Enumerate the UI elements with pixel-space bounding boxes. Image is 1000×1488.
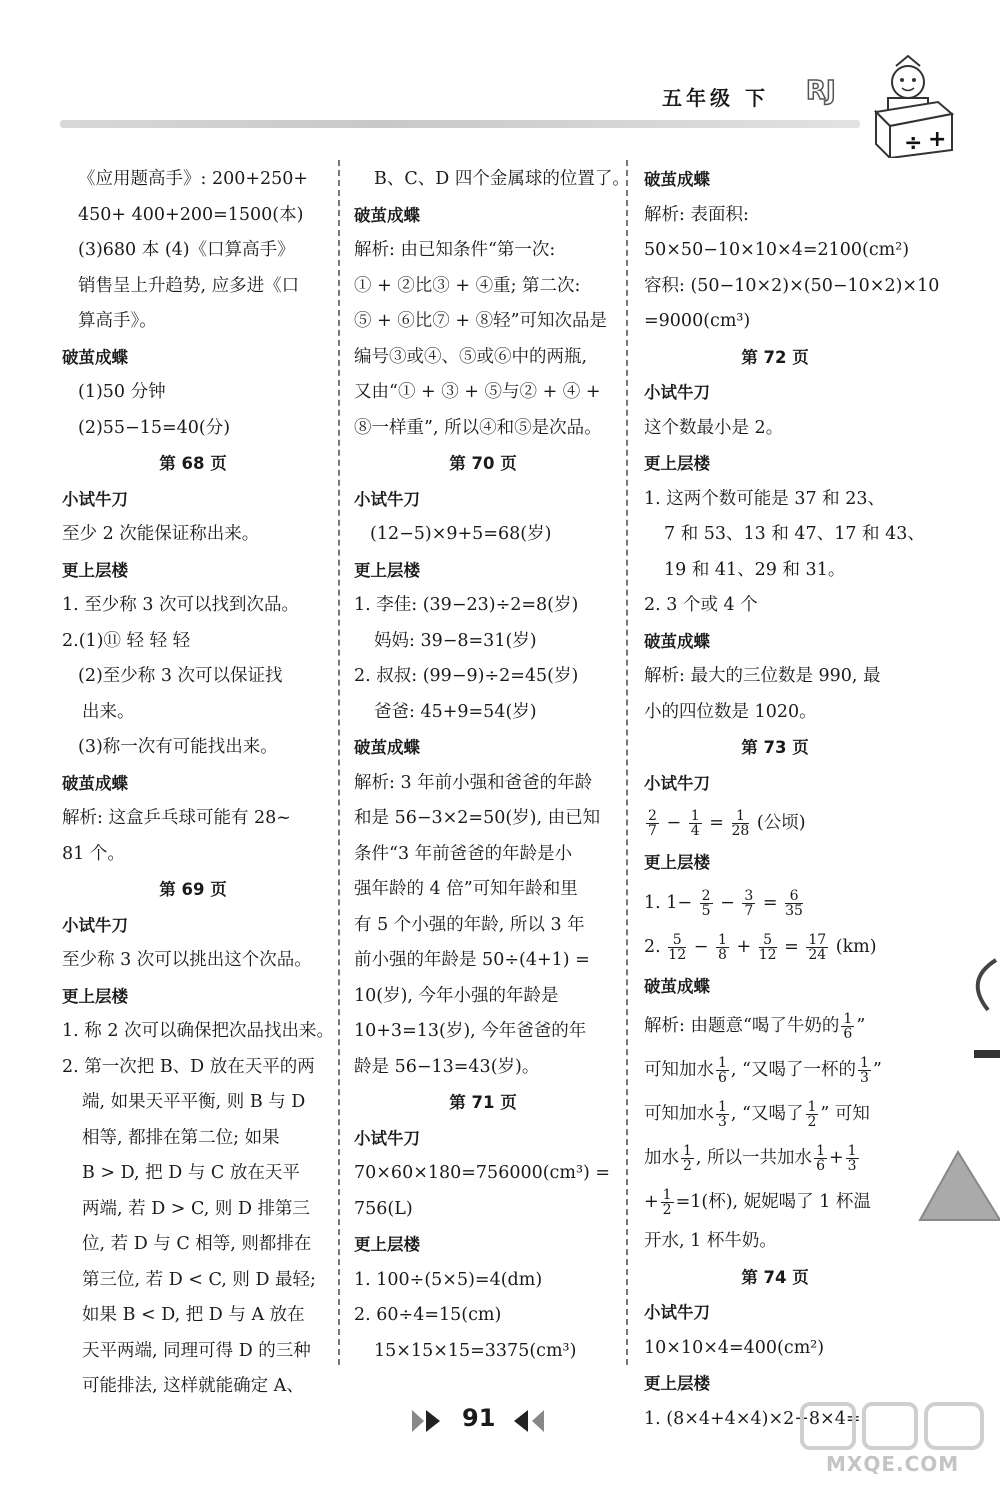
text-line: 又由“① + ③ + ⑤与② + ④ + — [354, 382, 601, 402]
text-line: B、C、D 四个金属球的位置了。 — [374, 169, 630, 189]
section-heading: 更上层楼 — [62, 986, 128, 1006]
column-divider — [626, 160, 628, 1365]
section-heading: 更上层楼 — [644, 853, 710, 872]
triangle-decoration — [916, 1148, 1000, 1224]
text-line: (2)55−15=40(分) — [78, 417, 231, 438]
section-heading: 更上层楼 — [354, 560, 420, 580]
text-line: 2. 叔叔: (99−9)÷2=45(岁) — [354, 666, 579, 686]
fraction-equation: 1. 1− $\frac{2}{5}$ − $\frac{3}{7}$ = $\frac{6}{35}$ — [644, 887, 803, 919]
text-line: 解析: 由已知条件“第一次: — [354, 240, 556, 260]
section-heading: 小试牛刀 — [62, 489, 128, 509]
text-line: (3)称一次有可能找出来。 — [78, 737, 278, 757]
text-line: 10(岁), 今年小强的年龄是 — [354, 985, 559, 1006]
fraction: $\frac{1}{8}$ — [717, 931, 727, 963]
text-line: 1. 李佳: (39−23)÷2=8(岁) — [354, 595, 579, 615]
fraction: $\frac{1}{3}$ — [860, 1055, 869, 1086]
text-line: 两端, 若 D > C, 则 D 排第三 — [82, 1198, 311, 1219]
text-line: 第三位, 若 D < C, 则 D 最轻; — [82, 1269, 316, 1290]
page-heading: 第 73 页 — [741, 738, 809, 757]
fraction-equation: $\frac{2}{7}$ − $\frac{1}{4}$ = $\frac{1}{28}$ (公顷) — [648, 808, 806, 839]
page-heading: 第 72 页 — [741, 347, 809, 367]
text-line: 可知加水 $\frac{1}{3}$ , “又喝了 $\frac{1}{2}$ ” 可知 — [644, 1099, 870, 1130]
text-line: 2. 第一次把 B、D 放在天平的两 — [62, 1056, 315, 1077]
text-line: ⑧一样重”, 所以④和⑤是次品。 — [354, 417, 602, 438]
fraction: $\frac{1}{6}$ — [843, 1011, 853, 1042]
text-line: 开水, 1 杯牛奶。 — [644, 1231, 777, 1251]
text-line: 2.(1)⑪ 轻 轻 轻 — [62, 630, 191, 651]
svg-text:÷: ÷ — [904, 131, 923, 156]
answer-column-1 — [62, 162, 335, 1405]
text-line: 7 和 53、13 和 47、17 和 43、 — [664, 524, 925, 544]
text-line: 解析: 3 年前小强和爸爸的年龄 — [354, 772, 593, 793]
fraction: $\frac{1}{2}$ — [662, 1187, 672, 1218]
text-line: 可能排法, 这样就能确定 A、 — [82, 1376, 304, 1396]
column-divider — [338, 160, 340, 1365]
text-line: 解析: 由题意“喝了牛奶的 $\frac{1}{6}$ ” — [644, 1011, 866, 1042]
section-heading: 破茧成蝶 — [644, 631, 710, 651]
text-line: 1. 这两个数可能是 37 和 23、 — [644, 488, 885, 509]
text-line: 出来。 — [82, 701, 135, 722]
section-heading: 破茧成蝶 — [354, 205, 420, 225]
page-heading: 第 70 页 — [449, 454, 517, 473]
header-divider — [60, 120, 860, 128]
section-heading: 小试牛刀 — [644, 773, 710, 793]
fraction: $\frac{5}{12}$ — [758, 931, 777, 963]
fraction: $\frac{1}{3}$ — [718, 1099, 727, 1130]
text-line: 10×10×4=400(cm²) — [644, 1337, 825, 1358]
fraction: $\frac{1}{2}$ — [683, 1143, 692, 1174]
text-line: 相等, 都排在第二位; 如果 — [82, 1127, 280, 1148]
text-line: (2)至少称 3 次可以保证找 — [78, 666, 283, 686]
section-heading: 破茧成蝶 — [62, 773, 128, 793]
text-line: + $\frac{1}{2}$ =1(杯), 妮妮喝了 1 杯温 — [644, 1187, 871, 1218]
text-line: 70×60×180=756000(cm³) = — [354, 1163, 611, 1183]
section-heading: 更上层楼 — [644, 454, 710, 473]
text-line: 有 5 个小强的年龄, 所以 3 年 — [354, 914, 585, 935]
text-line: 2. 60÷4=15(cm) — [354, 1305, 502, 1325]
fraction: $\frac{6}{35}$ — [785, 887, 803, 919]
text-line: 50×50−10×10×4=2100(cm²) — [644, 240, 910, 260]
section-heading: 更上层楼 — [354, 1235, 420, 1254]
fraction: $\frac{1}{6}$ — [816, 1143, 825, 1174]
series-mark: RJ — [806, 76, 836, 106]
section-heading: 小试牛刀 — [354, 1128, 420, 1148]
page-arrow-left-icon — [532, 1410, 544, 1432]
page-arrow-right-icon — [412, 1410, 424, 1432]
text-line: 容积: (50−10×2)×(50−10×2)×10 — [644, 275, 940, 296]
text-line: 强年龄的 4 倍”可知年龄和里 — [354, 879, 578, 899]
section-heading: 破茧成蝶 — [644, 170, 710, 189]
fraction: $\frac{1}{2}$ — [807, 1099, 817, 1130]
text-line: (1)50 分钟 — [78, 382, 166, 402]
fraction: $\frac{3}{7}$ — [744, 887, 754, 919]
text-line: 位, 若 D 与 C 相等, 则都排在 — [82, 1234, 312, 1254]
text-line: B > D, 把 D 与 C 放在天平 — [82, 1163, 300, 1183]
text-line: 妈妈: 39−8=31(岁) — [374, 630, 537, 651]
grade-title: 五年级 下 — [662, 86, 769, 110]
page-arrow-left-icon — [514, 1410, 528, 1432]
section-heading: 破茧成蝶 — [62, 347, 128, 367]
watermark-text: MXQE.COM — [826, 1452, 960, 1476]
text-line: 解析: 这盒乒乓球可能有 28~ — [62, 808, 291, 828]
text-line: 这个数最小是 2。 — [644, 417, 784, 438]
text-line: 解析: 最大的三位数是 990, 最 — [644, 666, 881, 686]
text-line: (12−5)×9+5=68(岁) — [370, 524, 552, 544]
fraction: $\frac{1}{4}$ — [690, 808, 700, 839]
text-line: 至少 2 次能保证称出来。 — [62, 524, 260, 544]
text-line: 2. 3 个或 4 个 — [644, 595, 758, 615]
text-line: (3)680 本 (4)《口算高手》 — [78, 240, 295, 260]
page-arrow-right-icon — [426, 1410, 440, 1432]
text-line: 编号③或④、⑤或⑥中的两瓶, — [354, 346, 588, 367]
page-heading: 第 74 页 — [741, 1267, 809, 1287]
text-line: 《应用题高手》: 200+250+ — [78, 169, 309, 189]
text-line: 15×15×15=3375(cm³) — [374, 1340, 577, 1361]
section-heading: 小试牛刀 — [62, 915, 128, 935]
mascot-illustration — [866, 50, 958, 158]
text-line: 1. 100÷(5×5)=4(dm) — [354, 1269, 543, 1290]
fraction: $\frac{2}{5}$ — [701, 887, 711, 919]
fraction: $\frac{1}{3}$ — [847, 1143, 857, 1174]
text-line: 条件“3 年前爸爸的年龄是小 — [354, 843, 573, 864]
svg-text:+: + — [928, 127, 947, 152]
text-line: 1. 称 2 次可以确保把次品找出来。 — [62, 1021, 335, 1041]
page-number: 91 — [462, 1404, 496, 1432]
text-line: 爸爸: 45+9=54(岁) — [374, 701, 537, 722]
section-heading: 小试牛刀 — [644, 1303, 710, 1322]
page-heading: 第 69 页 — [159, 880, 227, 899]
section-heading: 更上层楼 — [644, 1374, 710, 1393]
text-line: 1. (8×4+4×4)×2+8×4= — [644, 1408, 861, 1429]
text-line: 端, 如果天平平衡, 则 B 与 D — [82, 1092, 306, 1112]
text-line: 和是 56−3×2=50(岁), 由已知 — [354, 808, 601, 828]
fraction: $\frac{2}{7}$ — [648, 808, 657, 839]
text-line: 81 个。 — [62, 843, 125, 864]
text-line: 小的四位数是 1020。 — [644, 701, 817, 722]
text-line: 如果 B < D, 把 D 与 A 放在 — [82, 1305, 305, 1325]
fraction: $\frac{17}{24}$ — [808, 931, 827, 963]
fraction: $\frac{1}{28}$ — [731, 808, 750, 839]
text-line: 天平两端, 同理可得 D 的三种 — [82, 1340, 311, 1361]
text-line: 算高手》。 — [78, 311, 157, 331]
fraction: $\frac{1}{6}$ — [718, 1055, 727, 1086]
text-line: 龄是 56−13=43(岁)。 — [354, 1056, 540, 1077]
text-line: 解析: 表面积: — [644, 204, 749, 225]
section-heading: 更上层楼 — [62, 560, 128, 580]
text-line: =9000(cm³) — [644, 311, 751, 331]
text-line: 加水 $\frac{1}{2}$ , 所以一共加水 $\frac{1}{6}$ + $\frac{1}{3}$ — [644, 1143, 857, 1174]
page-heading: 第 68 页 — [159, 454, 227, 473]
answer-column-2 — [354, 162, 630, 1369]
side-decoration — [958, 950, 1000, 1090]
text-line: 至少称 3 次可以挑出这个次品。 — [62, 950, 312, 970]
text-line: 销售呈上升趋势, 应多进《口 — [78, 275, 300, 296]
text-line: 10+3=13(岁), 今年爸爸的年 — [354, 1021, 587, 1041]
text-line: 前小强的年龄是 50÷(4+1) = — [354, 950, 590, 970]
answer-column-3 — [644, 162, 940, 1437]
text-line: 可知加水 $\frac{1}{6}$ , “又喝了一杯的 $\frac{1}{3}$ ” — [644, 1055, 882, 1086]
text-line: 19 和 41、29 和 31。 — [664, 559, 846, 580]
section-heading: 小试牛刀 — [644, 383, 710, 402]
text-line: ⑤ + ⑥比⑦ + ⑧轻”可知次品是 — [354, 311, 608, 331]
text-line: ① + ②比③ + ④重; 第二次: — [354, 275, 581, 296]
section-heading: 破茧成蝶 — [354, 738, 420, 757]
text-line: 450+ 400+200=1500(本) — [78, 204, 304, 225]
section-heading: 破茧成蝶 — [644, 976, 710, 996]
fraction-equation: 2. $\frac{5}{12}$ − $\frac{1}{8}$ + $\frac{5}{12}$ = $\frac{17}{24}$ (km) — [644, 931, 877, 963]
page-heading: 第 71 页 — [449, 1093, 517, 1112]
text-line: 756(L) — [354, 1198, 413, 1219]
text-line: 1. 至少称 3 次可以找到次品。 — [62, 595, 300, 615]
fraction: $\frac{5}{12}$ — [668, 931, 687, 963]
section-heading: 小试牛刀 — [354, 489, 420, 509]
